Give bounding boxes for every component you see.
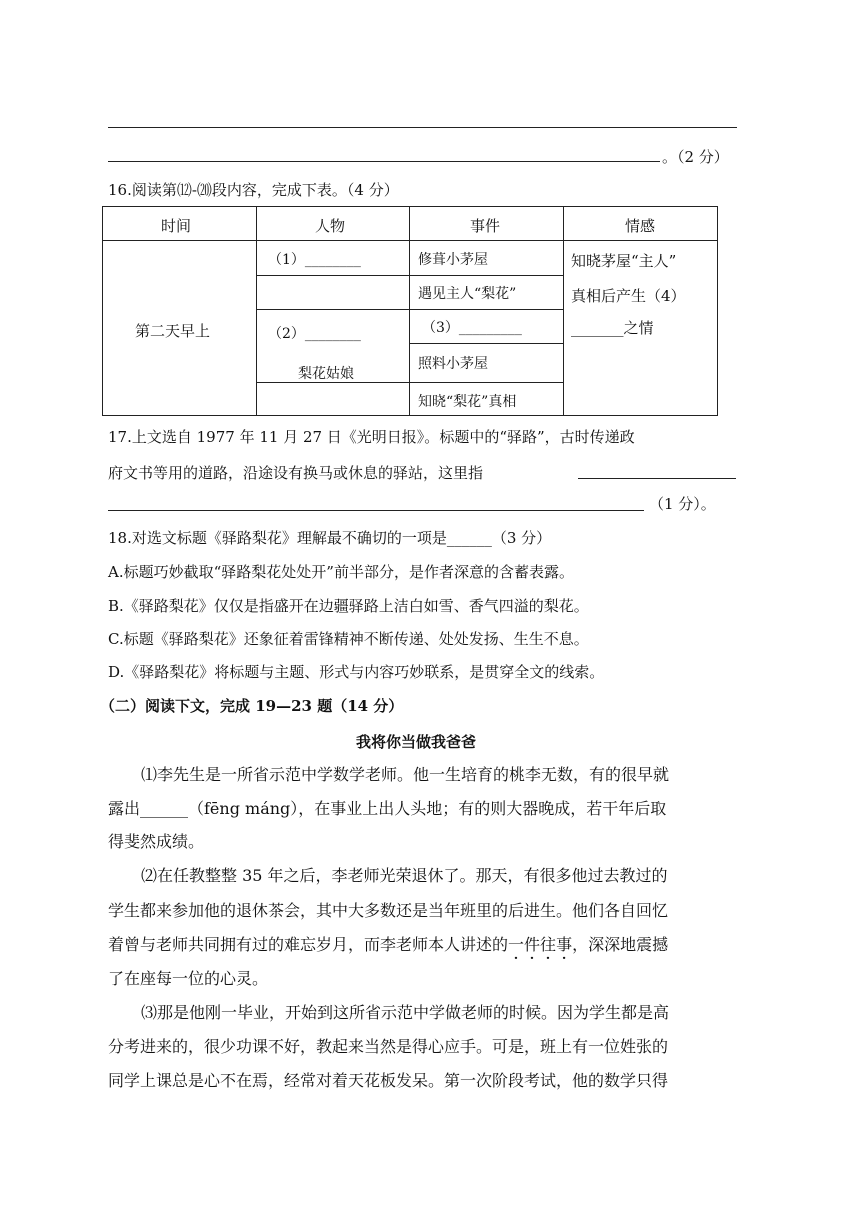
p2-line-4: 了在座每一位的心灵。 bbox=[108, 969, 269, 988]
p3-line-1: ⑶那是他刚一毕业，开始到这所省示范中学做老师的时候。因为学生都是高 bbox=[141, 1003, 670, 1022]
p1-line-3: 得斐然成绩。 bbox=[108, 832, 205, 851]
table-event-3: （3）_________ bbox=[422, 320, 522, 336]
table-person-2: （2）________ bbox=[268, 326, 361, 342]
table-header-person: 人物 bbox=[315, 217, 346, 235]
table-time-cell: 第二天早上 bbox=[135, 322, 211, 340]
answer-line-1 bbox=[108, 127, 737, 128]
table-event-5: 知晓“梨花”真相 bbox=[418, 394, 517, 410]
table-person-3: 梨花姑娘 bbox=[298, 366, 354, 382]
table-emotion-line-1: 知晓茅屋“主人” bbox=[571, 252, 677, 270]
section-heading: （二）阅读下文，完成 19—23 题（14 分） bbox=[100, 697, 404, 715]
question-16: 16.阅读第⑿-⒇段内容，完成下表。（4 分） bbox=[108, 181, 399, 199]
p2-line-1: ⑵在任教整整 35 年之后，李老师光荣退休了。那天，有很多他过去教过的 bbox=[141, 866, 668, 885]
question-17-line-2: 府文书等用的道路，沿途设有换马或休息的驿站，这里指 bbox=[108, 464, 484, 482]
answer-line-17a bbox=[578, 478, 736, 479]
answer-line-17b bbox=[108, 510, 644, 511]
option-d: D.《驿路梨花》将标题与主题、形式与内容巧妙联系，是贯穿全文的线索。 bbox=[108, 663, 605, 681]
option-b: B.《驿路梨花》仅仅是指盛开在边疆驿路上洁白如雪、香气四溢的梨花。 bbox=[108, 597, 589, 615]
table-event-2: 遇见主人“梨花” bbox=[418, 286, 517, 302]
p3-line-2: 分考进来的，很少功课不好，教起来当然是得心应手。可是，班上有一位姓张的 bbox=[108, 1037, 669, 1056]
table-event-4: 照料小茅屋 bbox=[418, 356, 488, 372]
table-person-1: （1）________ bbox=[268, 252, 361, 268]
p2-line-2: 学生都来参加他的退休茶会，其中大多数还是当年班里的后进生。他们各自回忆 bbox=[108, 901, 669, 920]
table-emotion-line-3: _______之情 bbox=[571, 319, 654, 337]
question-17-score: （1 分）。 bbox=[649, 495, 716, 513]
table-header-time: 时间 bbox=[161, 217, 192, 235]
p3-line-3: 同学上课总是心不在焉，经常对着天花板发呆。第一次阶段考试，他的数学只得 bbox=[108, 1071, 669, 1090]
option-a: A.标题巧妙截取“驿路梨花处处开”前半部分，是作者深意的含蓄表露。 bbox=[108, 563, 574, 581]
table-emotion-line-2: 真相后产生（4） bbox=[571, 287, 686, 305]
option-c: C.标题《驿路梨花》还象征着雷锋精神不断传递、处处发扬、生生不息。 bbox=[108, 630, 589, 648]
article-title: 我将你当做我爸爸 bbox=[356, 733, 477, 751]
score-note: 。（2 分） bbox=[662, 148, 729, 166]
question-17-line-1: 17.上文选自 1977 年 11 月 27 日《光明日报》。标题中的“驿路”，古时传递政 bbox=[108, 428, 635, 446]
answer-line-2 bbox=[108, 161, 660, 162]
p2-line-3: 着曾与老师共同拥有过的难忘岁月，而李老师本人讲述的一件往事，深深地震撼 bbox=[108, 935, 669, 954]
table-header-emotion: 情感 bbox=[625, 217, 656, 235]
table-event-1: 修葺小茅屋 bbox=[418, 252, 488, 268]
p1-line-1: ⑴李先生是一所省示范中学数学老师。他一生培育的桃李无数，有的很早就 bbox=[141, 765, 670, 784]
table-header-event: 事件 bbox=[470, 217, 501, 235]
p1-line-2: 露出______（fēng máng），在事业上出人头地；有的则大器晚成，若干年后取 bbox=[108, 799, 667, 818]
question-18-stem: 18.对选文标题《驿路梨花》理解最不确切的一项是______（3 分） bbox=[108, 529, 552, 547]
